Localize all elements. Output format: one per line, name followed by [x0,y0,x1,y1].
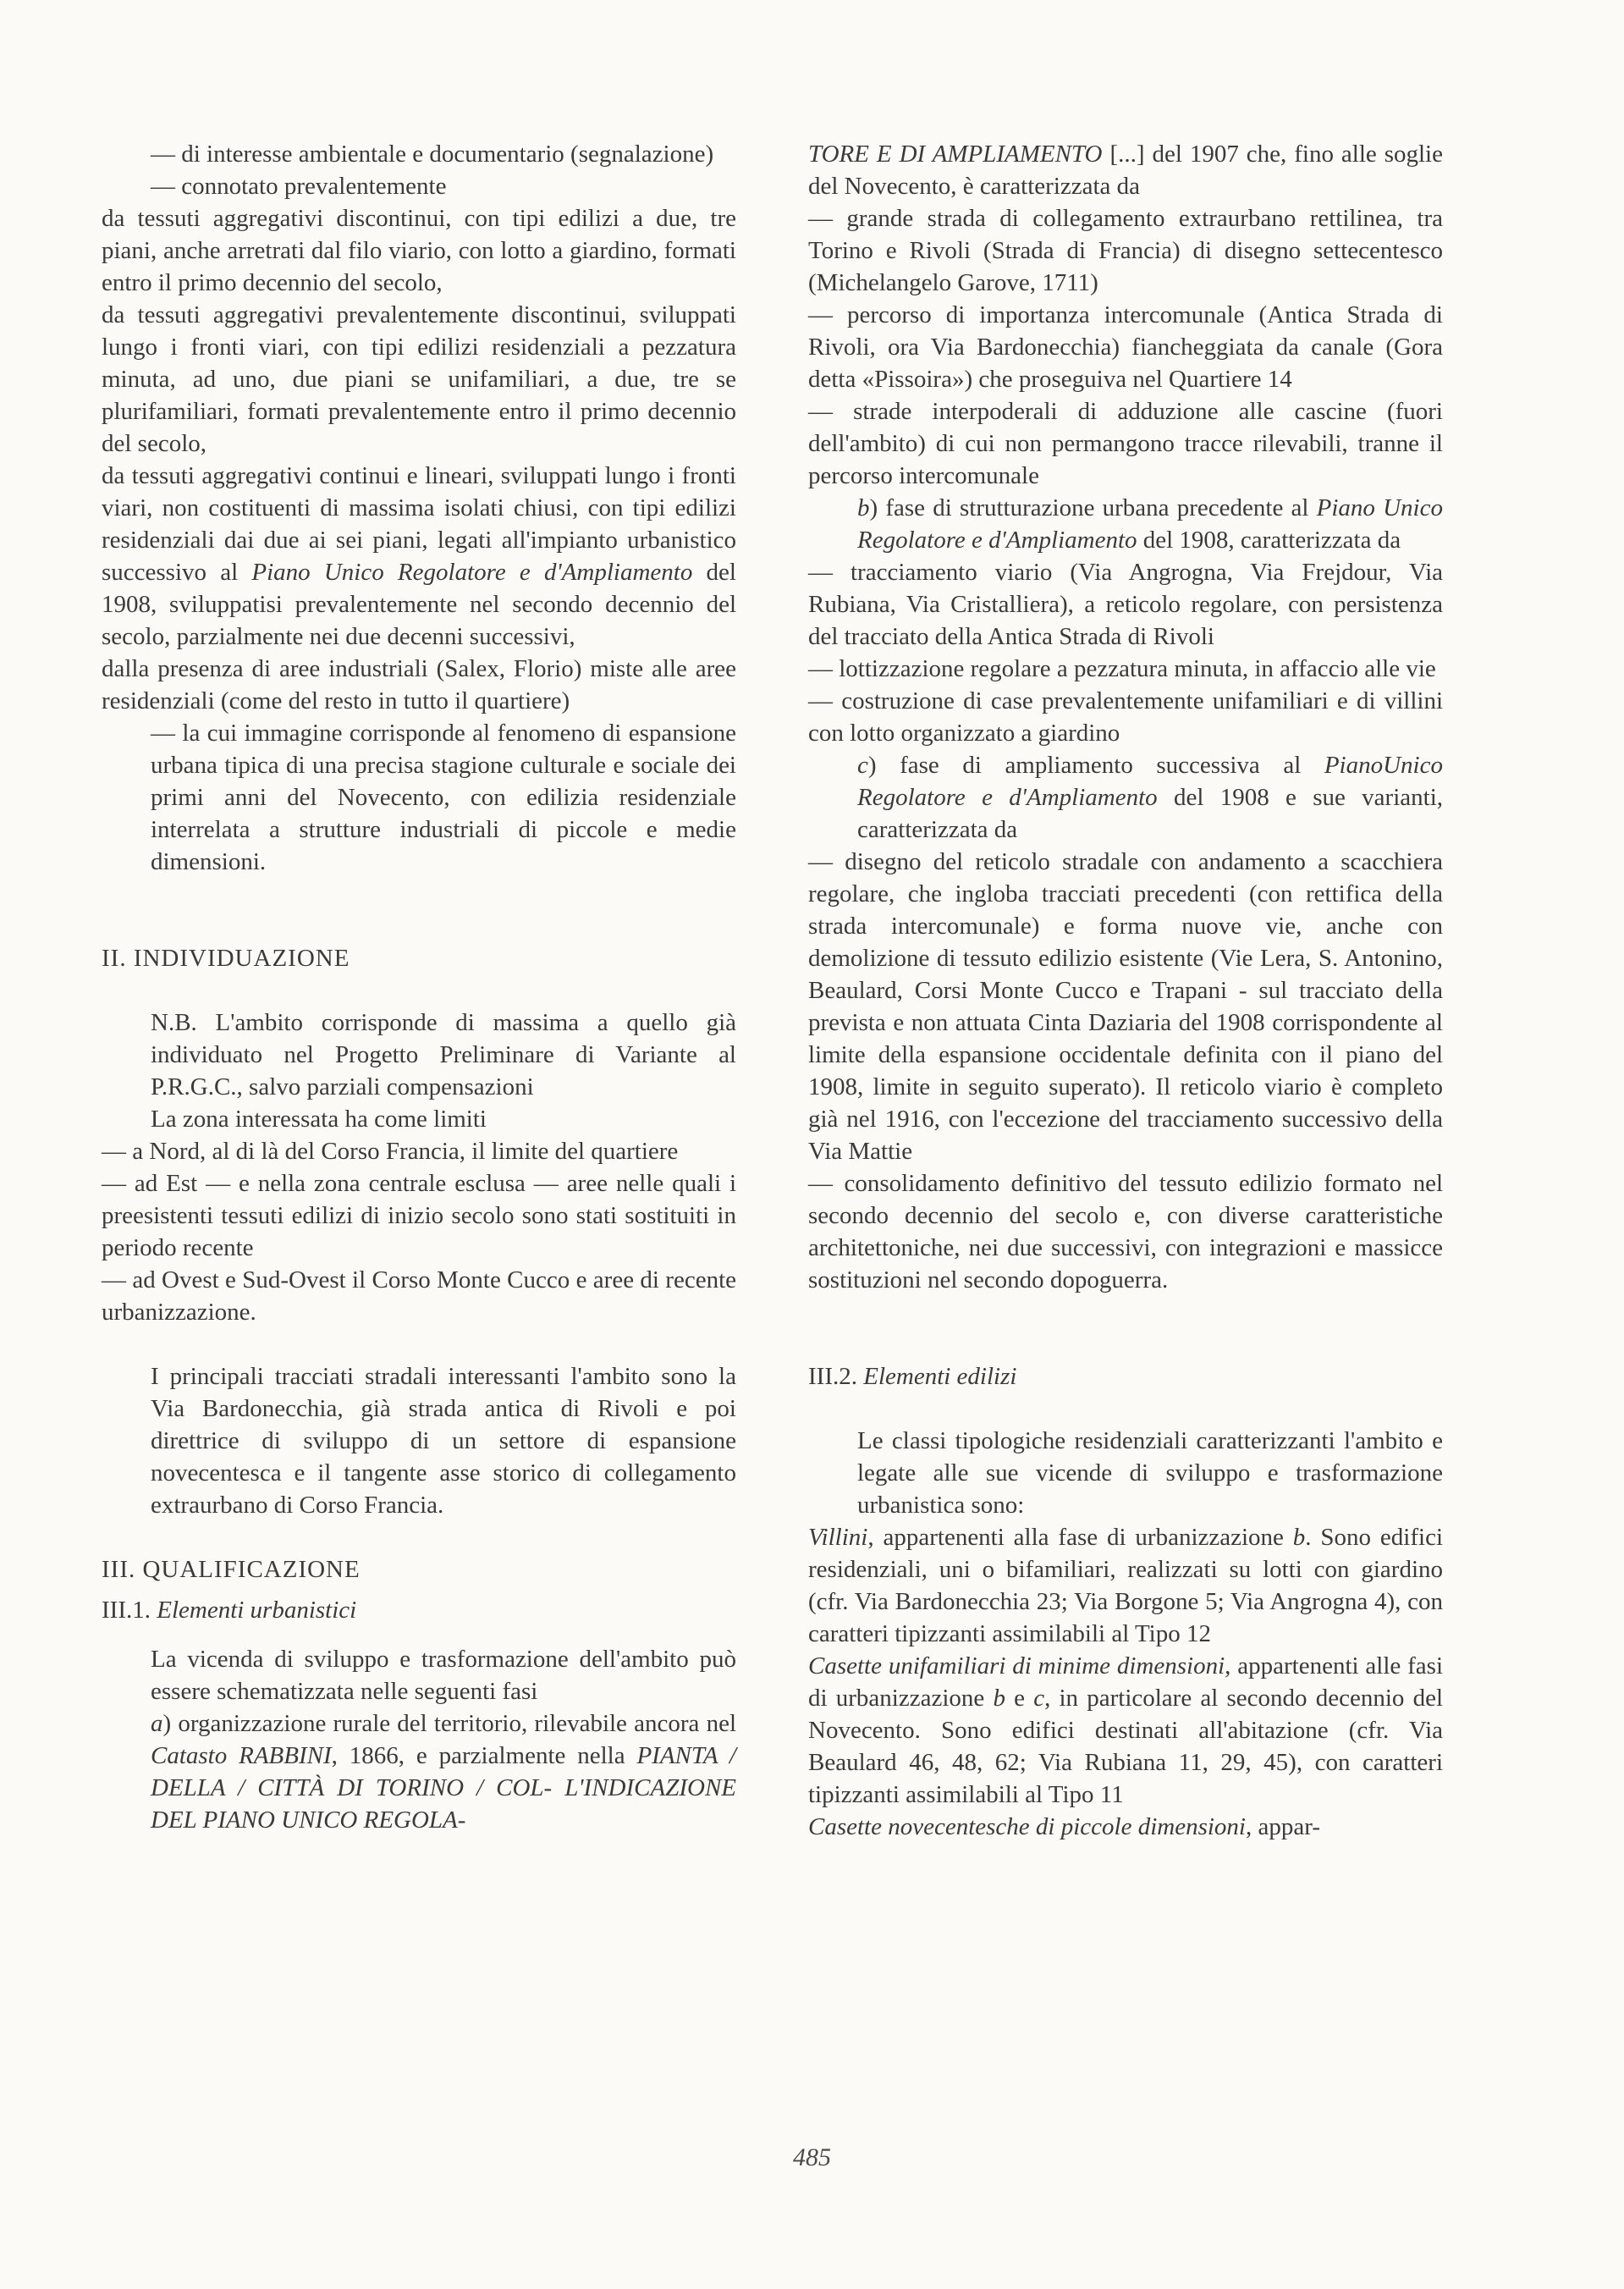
paragraph: — a Nord, al di là del Corso Francia, il limite del quartiere [102,1138,679,1165]
paragraph: — grande strada di collegamento extraurbano rettilinea, tra Torino e Rivoli (Strada di Francia) di disegno settecentesco (Michelangelo Garove, 1711) [808,205,1443,296]
paragraph [808,492,1443,556]
right-column [808,138,1443,1843]
paragraph [102,460,736,653]
text: c [1033,1685,1045,1712]
left-column [102,138,736,1836]
text: b [857,494,870,521]
text: [...] del 1907 che, fino alle soglie del Novecento, è caratterizzata da [808,141,1443,200]
page-number: 485 [793,2143,831,2171]
italic-title: Elementi edilizi [863,1363,1017,1390]
subsection-heading [102,1594,736,1626]
italic-title: Villini [808,1524,868,1551]
paragraph: da tessuti aggregativi discontinui, con tipi edilizi a due, tre piani, anche arretrati dal filo viario, con lotto a giardino, formati entro il primo decennio del secolo, [102,205,736,296]
text: da tessuti aggregativi continui e lineari, sviluppati lungo i fronti viari, non costituenti di massima isolati chiusi, con tipi edilizi residenziali dai due ai sei piani, legati all'impianto urbanistico successivo al [102,462,736,586]
italic-title: PIANTA / DELLA / CITTÀ DI TORINO / COL- L'INDICAZIONE DEL PIANO UNICO REGOLA- [151,1742,736,1834]
text: del 1908, caratterizzata da [1137,527,1401,554]
italic-title: Casette novecentesche di piccole dimensioni [808,1813,1246,1840]
paragraph: dalla presenza di aree industriali (Salex, Florio) miste alle aree residenziali (come del resto in tutto il quartiere) [102,655,736,714]
text: b [993,1685,1005,1712]
paragraph: La zona interessata ha come limiti [151,1106,487,1133]
text: , in particolare al secondo decennio del Novecento. Sono edifici destinati all'abitazione (cfr. Via Beaulard 46, 48, 62; Via Rubiana 11, 29, 45), con caratteri tipizzanti assimilabili al Tipo 11 [808,1685,1444,1808]
paragraph: — la cui immagine corrisponde al fenomeno di espansione urbana tipica di una precisa stagione culturale e sociale dei primi anni del Novecento, con edilizia residenziale interrelata a strutture industriali di piccole e medie dimensioni. [151,720,736,875]
italic-title: Casette unifamiliari di minime dimensioni [808,1652,1225,1680]
paragraph: — di interesse ambientale e documentario (segnalazione) [151,141,714,168]
spacer [102,1328,736,1360]
paragraph: — connotato prevalentemente [151,173,447,200]
paragraph: Le classi tipologiche residenziali caratterizzanti l'ambito e legate alle sue vicende di sviluppo e trasformazione urbanistica sono: [857,1427,1443,1519]
text: del 1908, sviluppatisi prevalentemente nel secondo decennio del secolo, parzialmente nei due decenni successivi, [102,559,736,650]
paragraph: I principali tracciati stradali interessanti l'ambito sono la Via Bardonecchia, già strada antica di Rivoli e poi direttrice di sviluppo di un settore di espansione novecentesca e il tangente asse storico di collegamento extraurbano di Corso Francia. [151,1363,736,1519]
paragraph: — tracciamento viario (Via Angrogna, Via Frejdour, Via Rubiana, Via Cristalliera), a reticolo regolare, con persistenza del tracciato della Antica Strada di Rivoli [808,559,1443,650]
spacer [808,1393,1443,1425]
spacer [102,1521,736,1553]
italic-title: Piano Unico Regolatore e d'Ampliamento [251,559,693,586]
paragraph [808,138,1443,202]
paragraph: — disegno del reticolo stradale con andamento a scacchiera regolare, che ingloba tracciati precedenti (con rettifica della strada intercomunale) e forma nuove vie, anche con demolizione di tessuto edilizio esistente (Vie Lera, S. Antonino, Beaulard, Corsi Monte Cucco e Trapani - sul tracciato della prevista e non attuata Cinta Daziaria del 1908 corrispondente al limite della espansione occidentale definita con il piano del 1908, limite in seguito superato). Il reticolo viario è completo già nel 1916, con l'eccezione del tracciamento successivo della Via Mattie [808,848,1443,1165]
paragraph: N.B. L'ambito corrisponde di massima a quello già individuato nel Progetto Preliminare di Variante al P.R.G.C., salvo parziali compensazioni [151,1009,736,1100]
text: . Sono edifici residenziali, uni o bifamiliari, realizzati su lotti con giardino (cfr. Via Bardonecchia 23; Via Borgone 5; Via Angrogna 4), con caratteri tipizzanti assimilabili al Tipo 12 [808,1524,1444,1647]
text: , appar- [1246,1813,1320,1840]
paragraph: La vicenda di sviluppo e trasformazione dell'ambito può essere schematizzata nelle seguenti fasi [151,1646,736,1705]
text: del 1908 e sue varianti, caratterizzata da [857,784,1444,843]
section-heading: III. QUALIFICAZIONE [102,1556,361,1583]
paragraph [808,1521,1443,1650]
text: , 1866, e parzialmente nella [331,1742,637,1769]
paragraph: — ad Est — e nella zona centrale esclusa — aree nelle quali i preesistenti tessuti edilizi di inizio secolo sono stati sostituiti in periodo recente [102,1170,736,1261]
text: a [151,1710,163,1737]
text: ) fase di strutturazione urbana precedente al [869,494,1317,521]
spacer [102,974,736,1007]
text: , appartenenti alle fasi di urbanizzazione [808,1652,1443,1712]
paragraph: da tessuti aggregativi prevalentemente discontinui, sviluppati lungo i fronti viari, con tipi edilizi residenziali a pezzatura minuta, ad uno, due piani se unifamiliari, a due, tre se plurifamiliari, formati prevalentemente entro il primo decennio del secolo, [102,301,736,457]
text: III.1. [102,1597,157,1624]
paragraph: — costruzione di case prevalentemente unifamiliari e di villini con lotto organizzato a giardino [808,687,1443,747]
paragraph: — strade interpoderali di adduzione alle cascine (fuori dell'ambito) di cui non permangono tracce rilevabili, tranne il percorso intercomunale [808,398,1443,489]
text: e [1005,1685,1034,1712]
text: c [857,752,868,779]
spacer [102,1586,736,1594]
subsection-heading [808,1360,1443,1393]
spacer [808,1296,1443,1360]
spacer [102,878,736,942]
paragraph [808,1650,1443,1811]
paragraph [808,1811,1443,1843]
italic-title: TORE E DI AMPLIAMENTO [808,141,1103,168]
paragraph: — percorso di importanza intercomunale (Antica Strada di Rivoli, ora Via Bardonecchia) fiancheggiata da canale (Gora detta «Pissoira») che proseguiva nel Quartiere 14 [808,301,1443,393]
paragraph [102,1707,736,1836]
text: b [1292,1524,1306,1551]
italic-title: Catasto RABBINI [151,1742,332,1769]
paragraph: — consolidamento definitivo del tessuto edilizio formato nel secondo decennio del secolo e, con diverse caratteristiche architettoniche, nei due successivi, con integrazioni e massicce sostituzioni nel secondo dopoguerra. [808,1170,1443,1293]
paragraph [808,749,1443,846]
paragraph: — ad Ovest e Sud-Ovest il Corso Monte Cucco e aree di recente urbanizzazione. [102,1266,736,1326]
section-heading: II. INDIVIDUAZIONE [102,945,350,972]
text: ) fase di ampliamento successiva al [867,752,1324,779]
italic-title: PianoUnico Regolatore e d'Ampliamento [857,752,1443,811]
text: III.2. [808,1363,864,1390]
italic-title: Piano Unico Regolatore e d'Ampliamento [857,494,1443,554]
paragraph: — lottizzazione regolare a pezzatura minuta, in affaccio alle vie [808,655,1436,682]
text: , appartenenti alla fase di urbanizzazione [867,1524,1293,1551]
italic-title: Elementi urbanistici [157,1597,357,1624]
text: ) organizzazione rurale del territorio, rilevabile ancora nel [162,1710,736,1737]
spacer [102,1626,736,1643]
